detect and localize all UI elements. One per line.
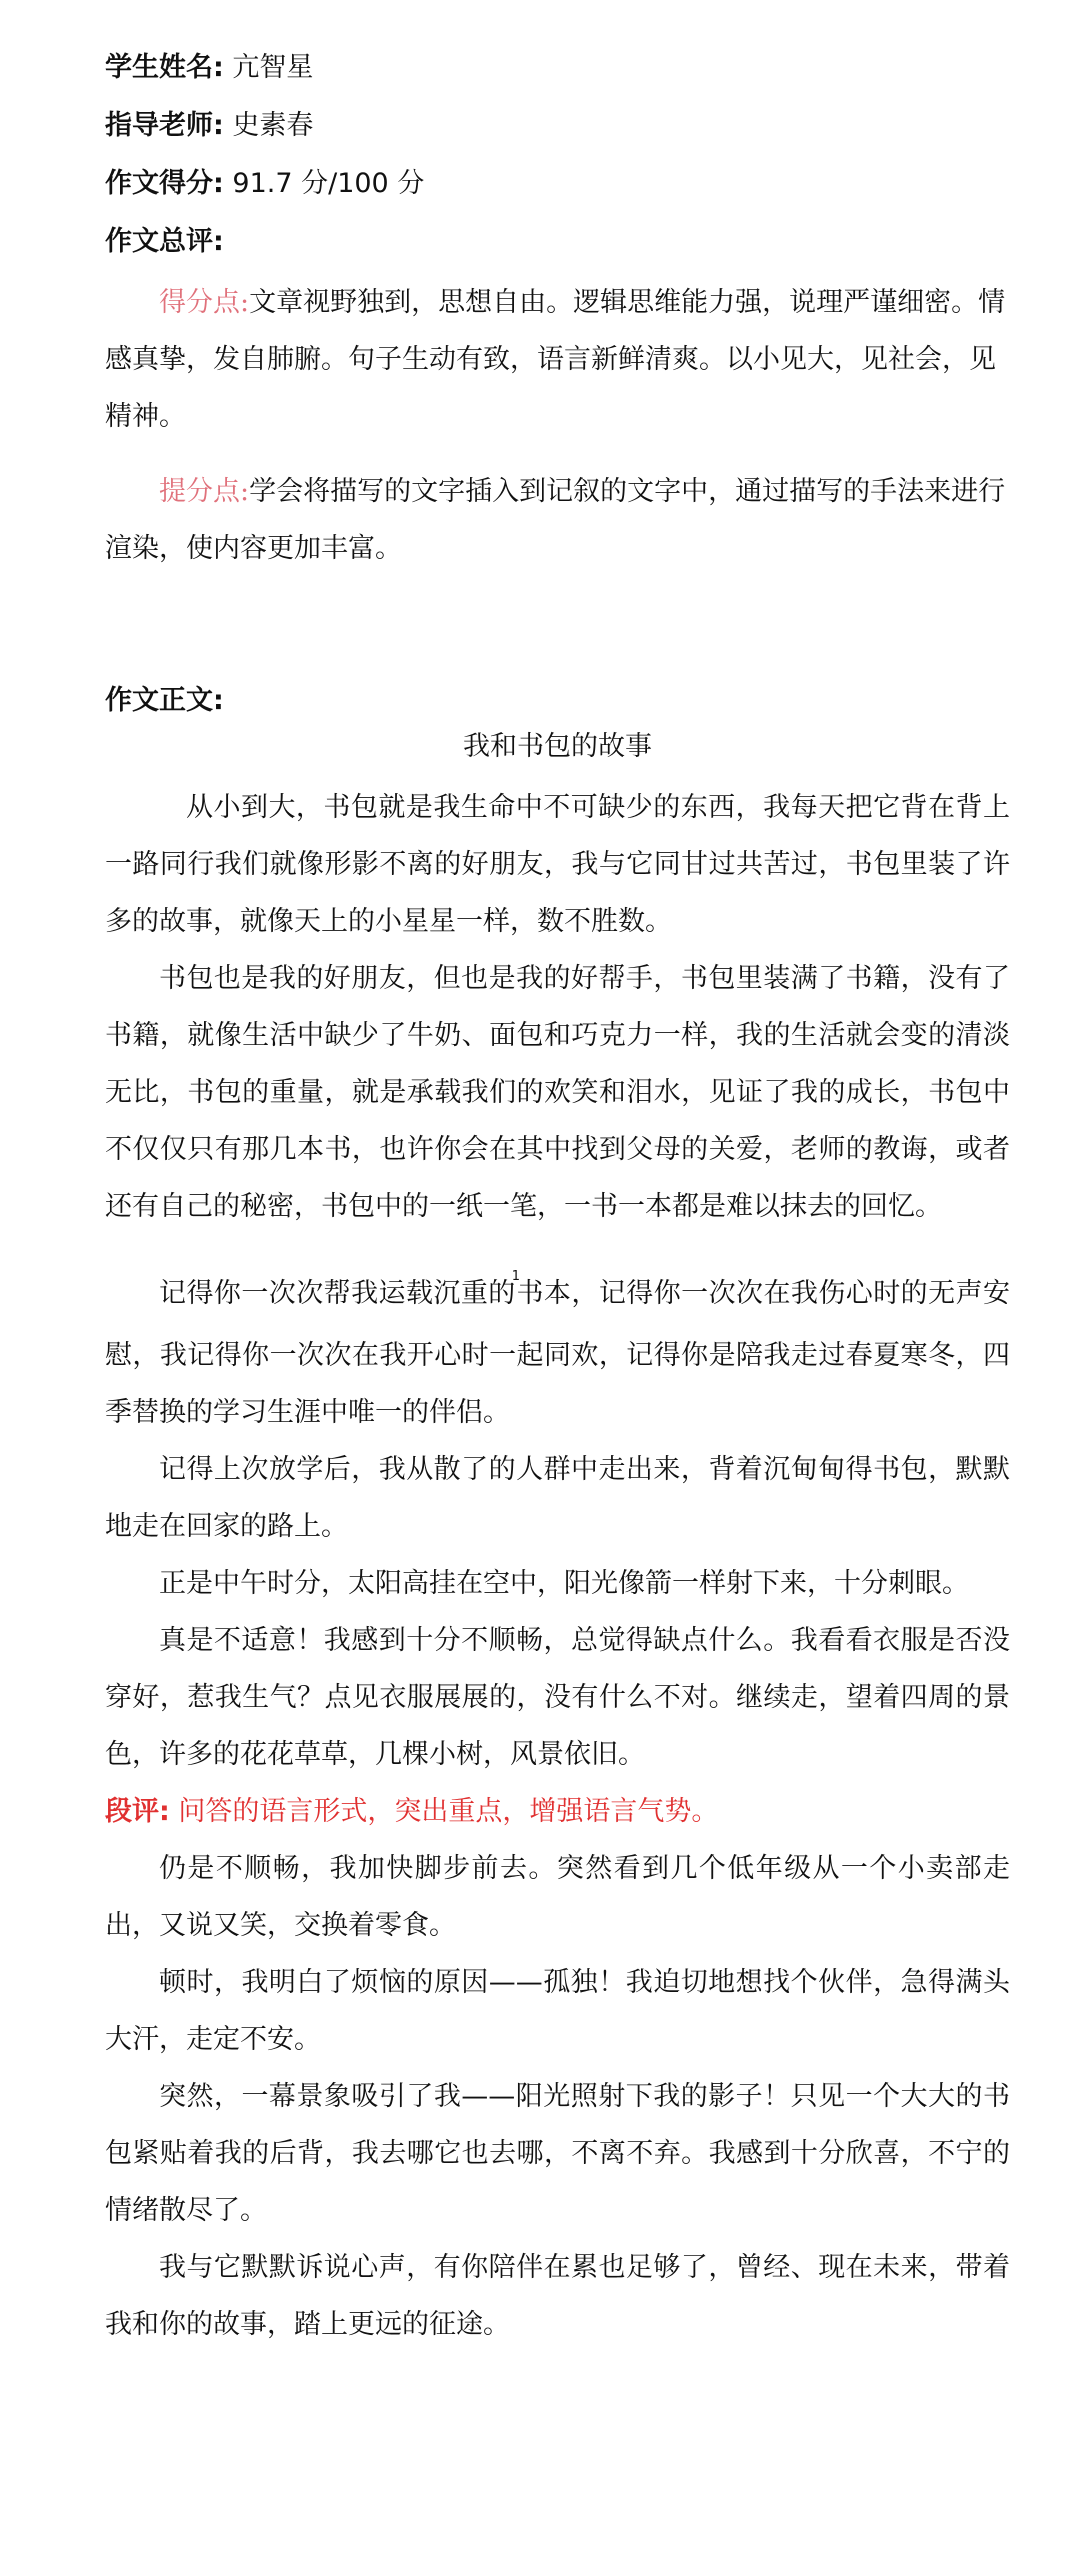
essay-title: 我和书包的故事 [463, 731, 652, 762]
essay-paragraph-9: 突然，一幕景象吸引了我——阳光照射下我的影子！只见一个大大的书包紧贴着我的后背，我去哪它也去哪，不离不弃。我感到十分欣喜，不宁的情绪散尽了。 [105, 2081, 1010, 2226]
student-name-value: 亢智星 [232, 52, 314, 83]
footnote-marker: 1 [511, 1269, 521, 1284]
improvements-comment [105, 463, 1010, 577]
paragraph-3-before: 记得你一次次帮我运载沉重的 [159, 1278, 516, 1309]
paragraph-3-after: 书本，记得你一次次在我伤心时的无声安慰，我记得你一次次在我开心时一起同欢，记得你是陪我走过春夏寒冬，四季替换的学习生涯中唯一的伴侣。 [105, 1278, 1011, 1428]
teacher-row [105, 110, 1010, 142]
essay-paragraph-8: 顿时，我明白了烦恼的原因——孤独！我迫切地想找个伙伴，急得满头大汗，走定不安。 [105, 1967, 1010, 2055]
teacher-label: 指导老师: [105, 110, 224, 141]
essay-paragraph-7: 仍是不顺畅，我加快脚步前去。突然看到几个低年级从一个小卖部走出，又说又笑，交换着零食。 [105, 1853, 1010, 1941]
annotation-text: 问答的语言形式，突出重点，增强语言气势。 [178, 1796, 719, 1827]
student-name-label: 学生姓名: [105, 52, 224, 83]
strengths-text: 文章视野独到，思想自由。逻辑思维能力强，说理严谨细密。情感真挚，发自肺腑。句子生动有致，语言新鲜清爽。以小见大，见社会，见精神。 [105, 287, 1006, 432]
improvements-text: 学会将描写的文字插入到记叙的文字中，通过描写的手法来进行渲染，使内容更加丰富。 [105, 476, 1006, 564]
score-label: 作文得分: [105, 168, 224, 199]
strengths-label: 得分点: [159, 287, 250, 318]
score-row [105, 168, 1010, 200]
essay-paragraph-5: 正是中午时分，太阳高挂在空中，阳光像箭一样射下来，十分刺眼。 [159, 1568, 969, 1599]
essay-paragraph-1: 从小到大，书包就是我生命中不可缺少的东西，我每天把它背在背上一路同行我们就像形影不离的好朋友，我与它同甘过共苦过，书包里装了许多的故事，就像天上的小星星一样，数不胜数。 [105, 792, 1010, 937]
essay-paragraph-10: 我与它默默诉说心声，有你陪伴在累也足够了，曾经、现在未来，带着我和你的故事，踏上更远的征途。 [105, 2252, 1010, 2340]
summary-label: 作文总评: [105, 226, 224, 257]
essay-paragraph-2: 书包也是我的好朋友，但也是我的好帮手，书包里装满了书籍，没有了书籍，就像生活中缺少了牛奶、面包和巧克力一样，我的生活就会变的清淡无比，书包的重量，就是承载我们的欢笑和泪水，见证了我的成长，书包中不仅仅只有那几本书，也许你会在其中找到父母的关爱，老师的教诲，或者还有自己的秘密，书包中的一纸一笔，一书一本都是难以抹去的回忆。 [105, 963, 1010, 1222]
score-value: 91.7 分/100 分 [232, 168, 425, 199]
improvements-label: 提分点: [159, 476, 250, 507]
annotation-label: 段评: [105, 1796, 170, 1827]
essay-paragraph-4: 记得上次放学后，我从散了的人群中走出来，背着沉甸甸得书包，默默地走在回家的路上。 [105, 1454, 1010, 1542]
essay-paragraph-3 [105, 1265, 1010, 1441]
paragraph-annotation [105, 1783, 1010, 1840]
teacher-value: 史素春 [232, 110, 314, 141]
essay-label: 作文正文: [105, 685, 224, 716]
strengths-comment [105, 274, 1010, 445]
essay-paragraph-6: 真是不适意！我感到十分不顺畅，总觉得缺点什么。我看看衣服是否没穿好，惹我生气？点见衣服展展的，没有什么不对。继续走，望着四周的景色，许多的花花草草，几棵小树，风景依旧。 [105, 1625, 1010, 1770]
student-name-row [105, 52, 1010, 84]
